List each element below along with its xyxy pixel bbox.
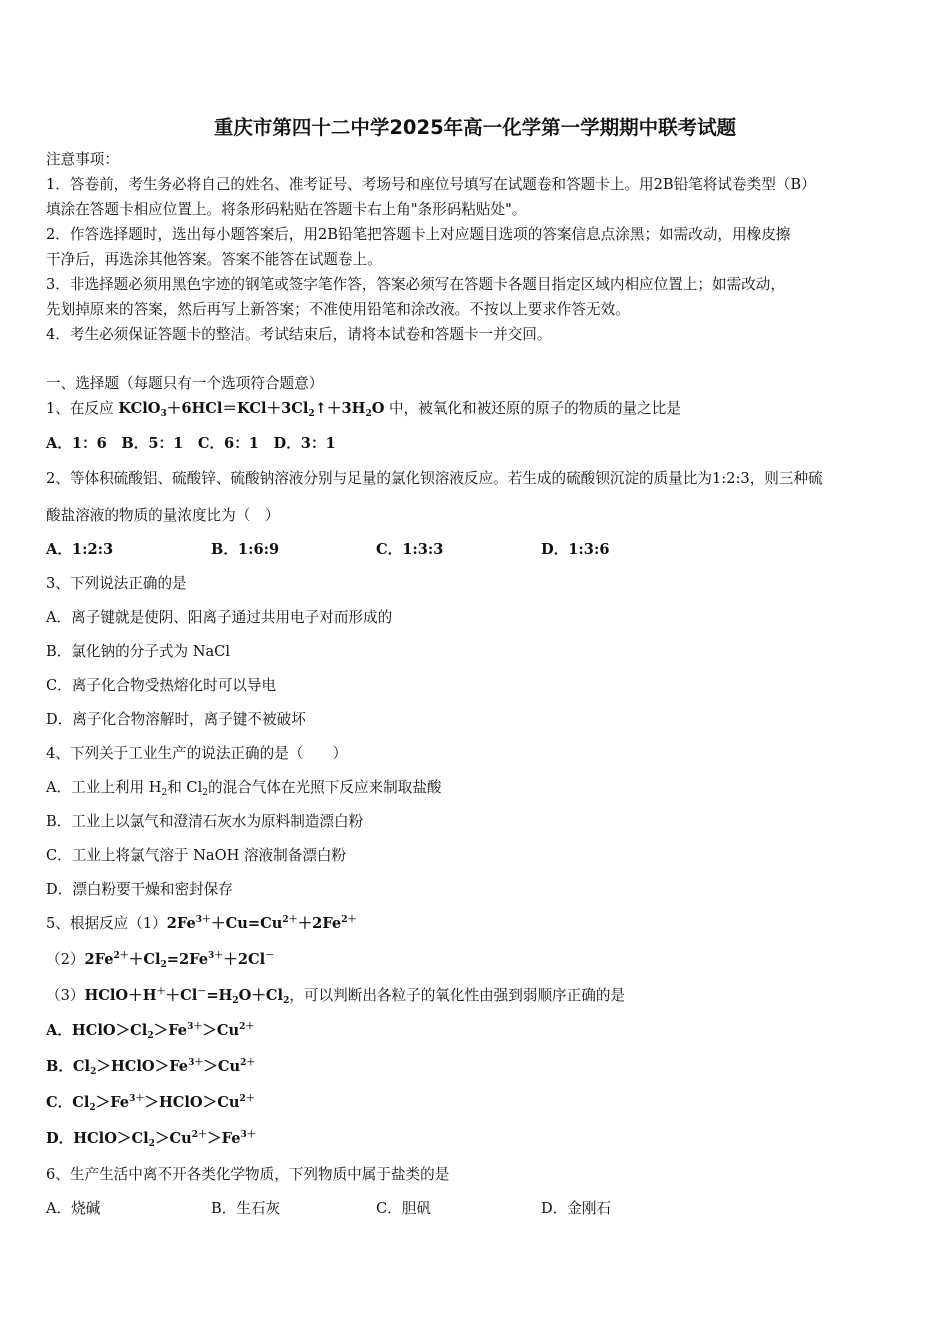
option-a: A．离子键就是使阴、阳离子通过共用电子对而形成的 xyxy=(46,609,393,626)
option-c: C．1:3:3 xyxy=(376,541,444,558)
option-c: C．离子化合物受热熔化时可以导电 xyxy=(46,677,277,694)
notice-line: 先划掉原来的答案，然后再写上新答案；不准使用铅笔和涂改液。不按以上要求作答无效。 xyxy=(46,301,630,318)
option-d: D．离子化合物溶解时，离子键不被破坏 xyxy=(46,711,306,728)
option-d: D．$HClO>Cl_2>Cu^{2+}>Fe^{3+}$ xyxy=(46,1130,256,1149)
question-5-reaction-1: 5、根据反应$(1)2Fe^{3+}+Cu=Cu^{2+}+2Fe^{2+}$ xyxy=(46,915,357,932)
question-6-options xyxy=(46,1199,611,1219)
question-2-stem: 2、等体积硫酸铝、硫酸锌、硫酸钠溶液分别与足量的氯化钡溶液反应。若生成的硫酸钡沉淀的质量比为1:2:3，则三种硫 xyxy=(46,470,823,487)
option-b: B．1:6:9 xyxy=(211,541,280,558)
question-2-options xyxy=(46,540,610,560)
reaction-equation: $KClO_3+6HCl=KCl+3Cl_2↑+3H_2O$ xyxy=(118,400,385,419)
question-2-stem-cont: 酸盐溶液的物质的量浓度比为（ ） xyxy=(46,507,280,524)
page-title: 重庆市第四十二中学2025年高一化学第一学期期中联考试题 xyxy=(213,116,737,139)
option-b: B．$Cl_2>HClO>Fe^{3+}>Cu^{2+}$ xyxy=(46,1058,256,1077)
question-number: 1、 xyxy=(46,400,70,417)
notice-line: 3．非选择题必须用黑色字迹的钢笔或签字笔作答，答案必须写在答题卡各题目指定区域内相应位置上；如需改动， xyxy=(46,276,785,293)
notice-line: 1．答卷前，考生务必将自己的姓名、准考证号、考场号和座位号填写在试题卷和答题卡上。用2B铅笔将试卷类型（B） xyxy=(46,176,816,193)
question-1-stem: 1、在反应 $KClO_3+6HCl=KCl+3Cl_2↑+3H_2O$ 中，被氧化和被还原的原子的物质的量之比是 xyxy=(46,400,681,419)
question-5-reaction-2: $(2)2Fe^{2+}+Cl_2=2Fe^{3+}+2Cl^-$ xyxy=(46,951,275,970)
notice-line: 填涂在答题卡相应位置上。将条形码粘贴在答题卡右上角"条形码粘贴处"。 xyxy=(46,201,527,218)
option-b: B．氯化钠的分子式为 NaCl xyxy=(46,643,231,660)
option-b: B．工业上以氯气和澄清石灰水为原料制造漂白粉 xyxy=(46,813,364,830)
notice-line: 干净后，再选涂其他答案。答案不能答在试题卷上。 xyxy=(46,251,382,268)
question-4-stem: 4、下列关于工业生产的说法正确的是（ ） xyxy=(46,745,348,762)
question-1-options: A．1：6 B．5：1 C．6：1 D．3：1 xyxy=(46,435,336,452)
notice-heading: 注意事项： xyxy=(46,151,119,168)
option-a: A．$HClO>Cl_2>Fe^{3+}>Cu^{2+}$ xyxy=(46,1022,255,1041)
option-d: D．1:3:6 xyxy=(541,541,610,558)
option-c: C．$Cl_2>Fe^{3+}>HClO>Cu^{2+}$ xyxy=(46,1094,255,1113)
notice-line: 2．作答选择题时，选出每小题答案后，用2B铅笔把答题卡上对应题目选项的答案信息点涂黑；如需改动，用橡皮擦 xyxy=(46,226,791,243)
option-c: C．胆矾 xyxy=(376,1200,431,1217)
option-c: C．工业上将氯气溶于 NaOH 溶液制备漂白粉 xyxy=(46,847,347,864)
option-a: A．烧碱 xyxy=(46,1200,101,1217)
option-d: D．金刚石 xyxy=(541,1200,612,1217)
option-b: B．生石灰 xyxy=(211,1200,281,1217)
option-a: A．工业上利用 $H_2$和 $Cl_2$的混合气体在光照下反应来制取盐酸 xyxy=(46,779,442,798)
option-d: D．漂白粉要干燥和密封保存 xyxy=(46,881,233,898)
question-5-reaction-3: $(3)HClO+H^++Cl^-=H_2O+Cl_2$，可以判断出各粒子的氧化性由强到弱顺序正确的是 xyxy=(46,987,626,1006)
notice-line: 4．考生必须保证答题卡的整洁。考试结束后，请将本试卷和答题卡一并交回。 xyxy=(46,326,552,343)
question-6-stem: 6、生产生活中离不开各类化学物质，下列物质中属于盐类的是 xyxy=(46,1166,450,1183)
option-a: A．1:2:3 xyxy=(46,541,114,558)
question-3-stem: 3、下列说法正确的是 xyxy=(46,575,187,592)
section-heading: 一、选择题（每题只有一个选项符合题意） xyxy=(46,375,324,392)
